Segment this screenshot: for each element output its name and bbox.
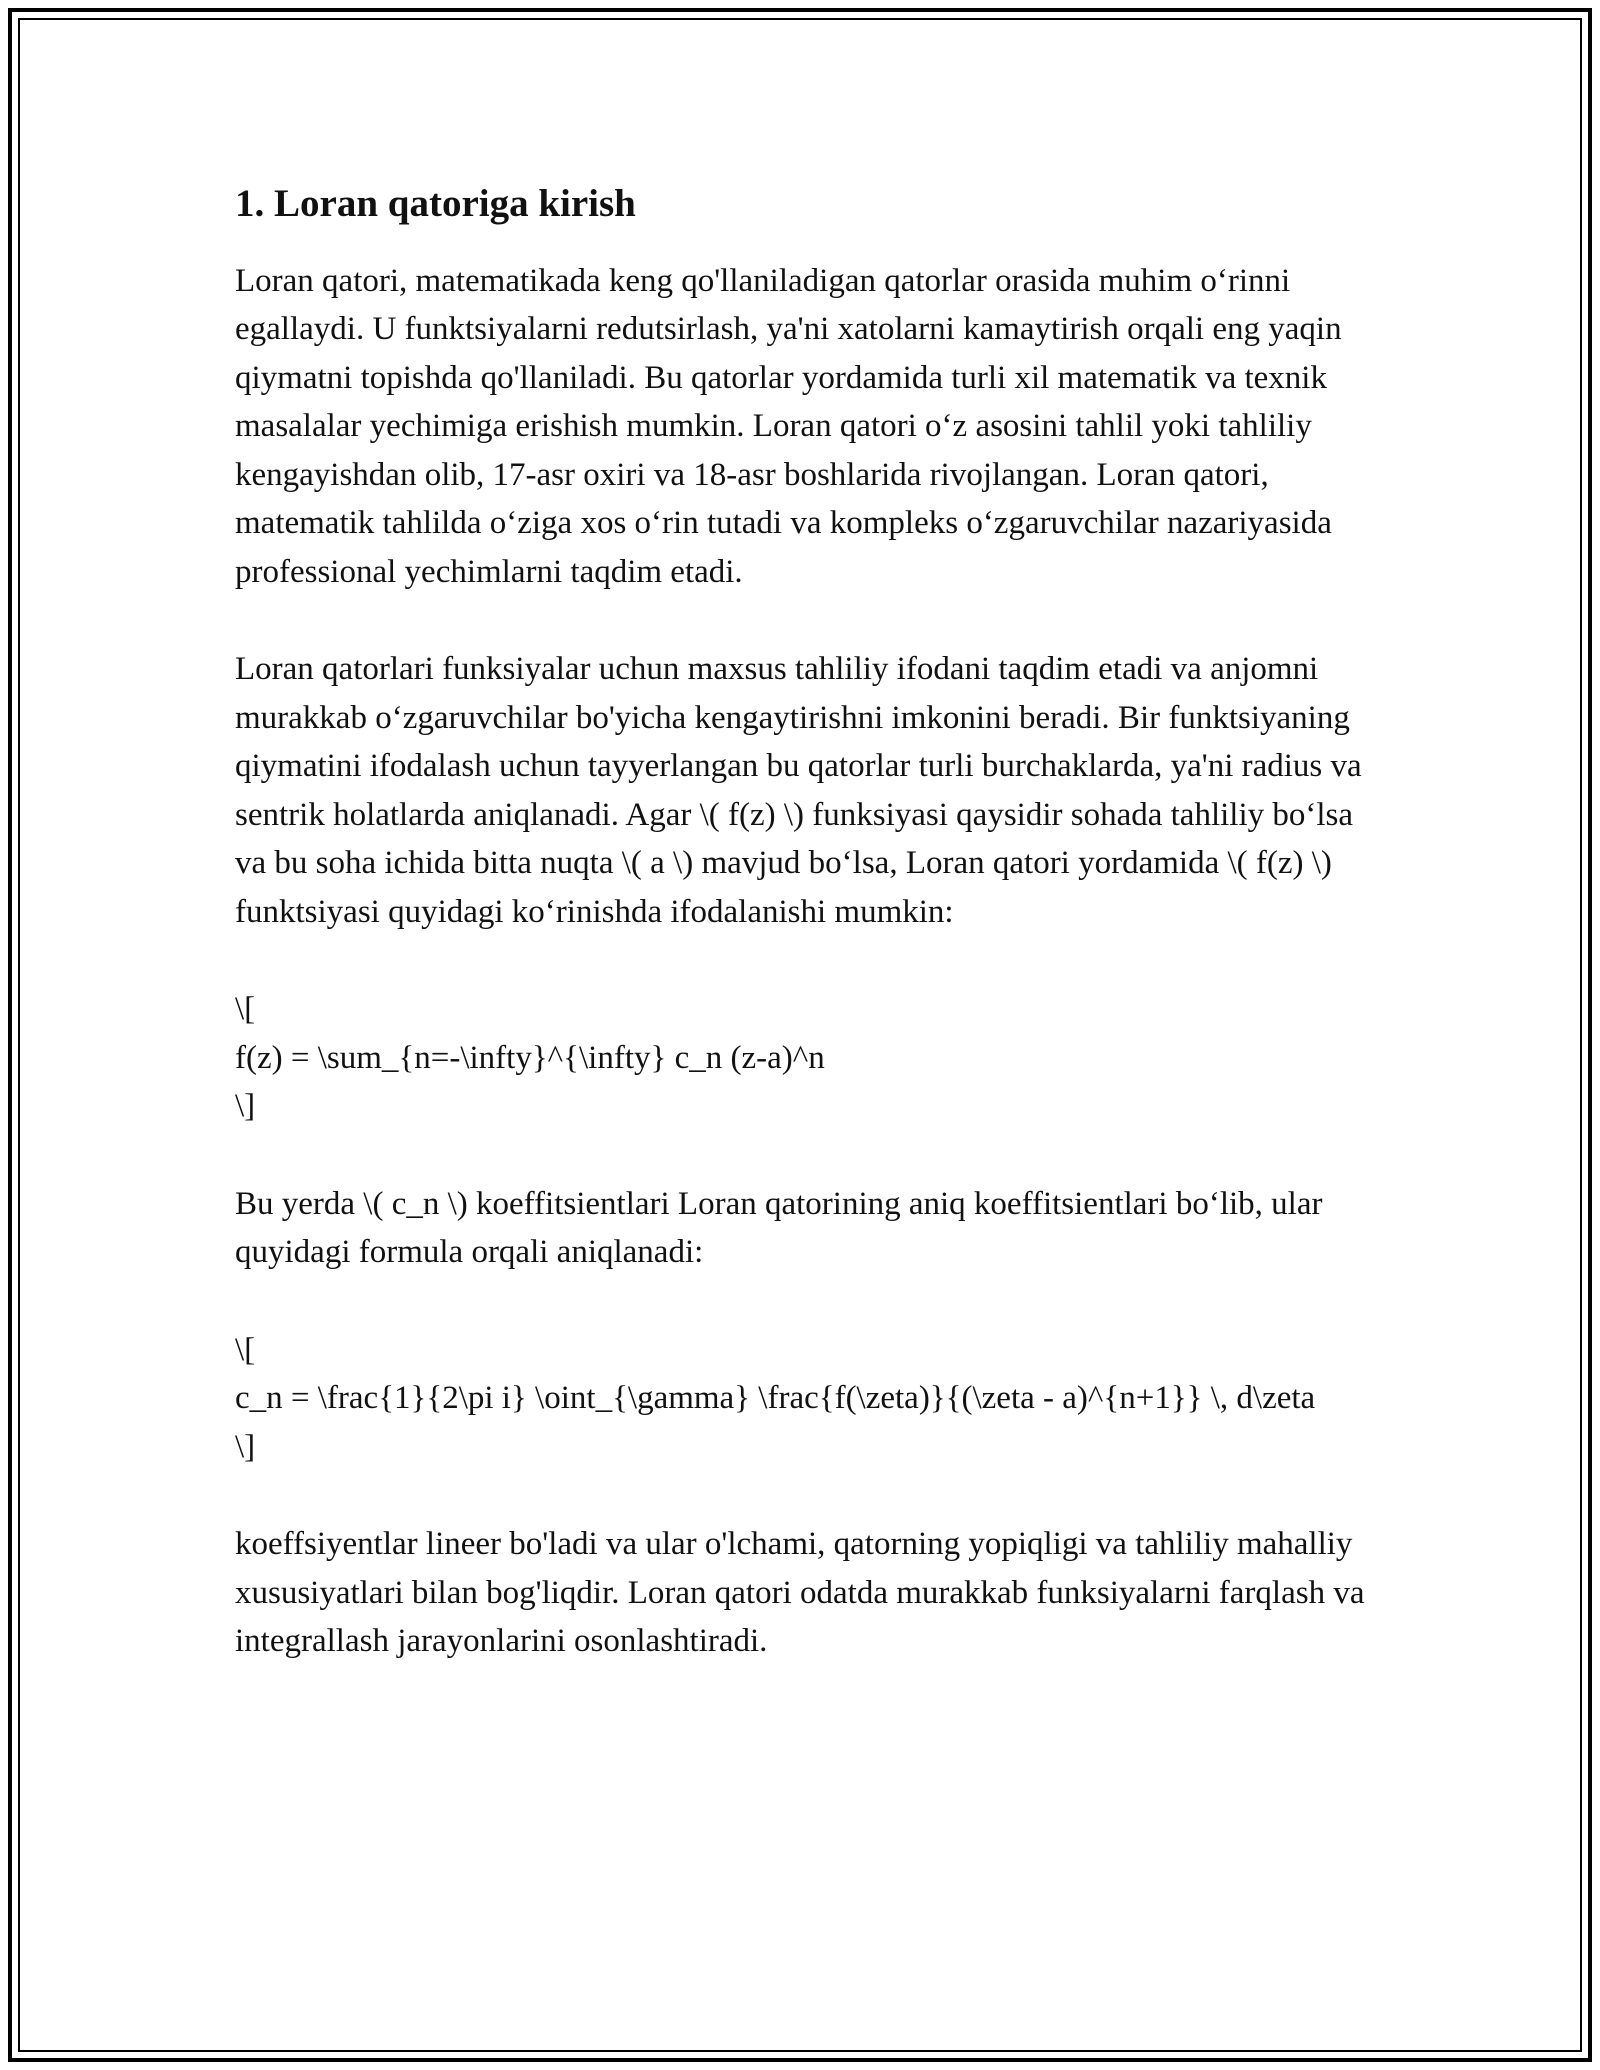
paragraph-intro: Loran qatori, matematikada keng qo'llaniladigan qatorlar orasida muhim o‘rinni egallaydi. U funktsiyalarni redutsirlash, ya'ni xatolarni kamaytirish orqali eng yaqin qiymatni topishda qo'llaniladi. Bu qatorlar yordamida turli xil matematik va texnik masalalar yechimiga erishish mumkin. Loran qatori o‘z asosini tahlil yoki tahliliy kengayishdan olib, 17-asr oxiri va 18-asr boshlarida rivojlangan. Loran qatori, matematik tahlilda o‘ziga xos o‘rin tutadi va kompleks o‘zgaruvchilar nazariyasida professional yechimlarni taqdim etadi. bbox=[235, 262, 1342, 590]
paragraph-coefficients: Bu yerda \( c_n \) koeffitsientlari Loran qatorining aniq koeffitsientlari bo‘lib, ular quyidagi formula orqali aniqlanadi: bbox=[235, 1185, 1323, 1271]
paragraph-definition: Loran qatorlari funksiyalar uchun maxsus tahliliy ifodani taqdim etadi va anjomni murakkab o‘zgaruvchilar bo'yicha kengaytirishni imkonini beradi. Bir funktsiyaning qiymatini ifodalash uchun tayyerlangan bu qatorlar turli burchaklarda, ya'ni radius va sentrik holatlarda aniqlanadi. Agar \( f(z) \) funksiyasi qaysidir sohada tahliliy bo‘lsa va bu soha ichida bitta nuqta \( a \) mavjud bo‘lsa, Loran qatori yordamida \( f(z) \) funktsiyasi quyidagi ko‘rinishda ifodalanishi mumkin: bbox=[235, 651, 1362, 930]
section-heading: 1. Loran qatoriga kirish bbox=[235, 182, 636, 225]
formula-laurent-series: \[ f(z) = \sum_{n=-\infty}^{\infty} c_n (z-a)^n \] bbox=[235, 991, 825, 1125]
formula-coefficient: \[ c_n = \frac{1}{2\pi i} \oint_{\gamma} \frac{f(\zeta)}{(\zeta - a)^{n+1}} \, d\zeta \] bbox=[235, 1331, 1316, 1465]
paragraph-conclusion: koeffsiyentlar lineer bo'ladi va ular o'lchami, qatorning yopiqligi va tahliliy mahalliy xususiyatlari bilan bog'liqdir. Loran qatori odatda murakkab funksiyalarni farqlash va integrallash jarayonlarini osonlashtiradi. bbox=[235, 1526, 1365, 1660]
document-body bbox=[235, 180, 1365, 1666]
